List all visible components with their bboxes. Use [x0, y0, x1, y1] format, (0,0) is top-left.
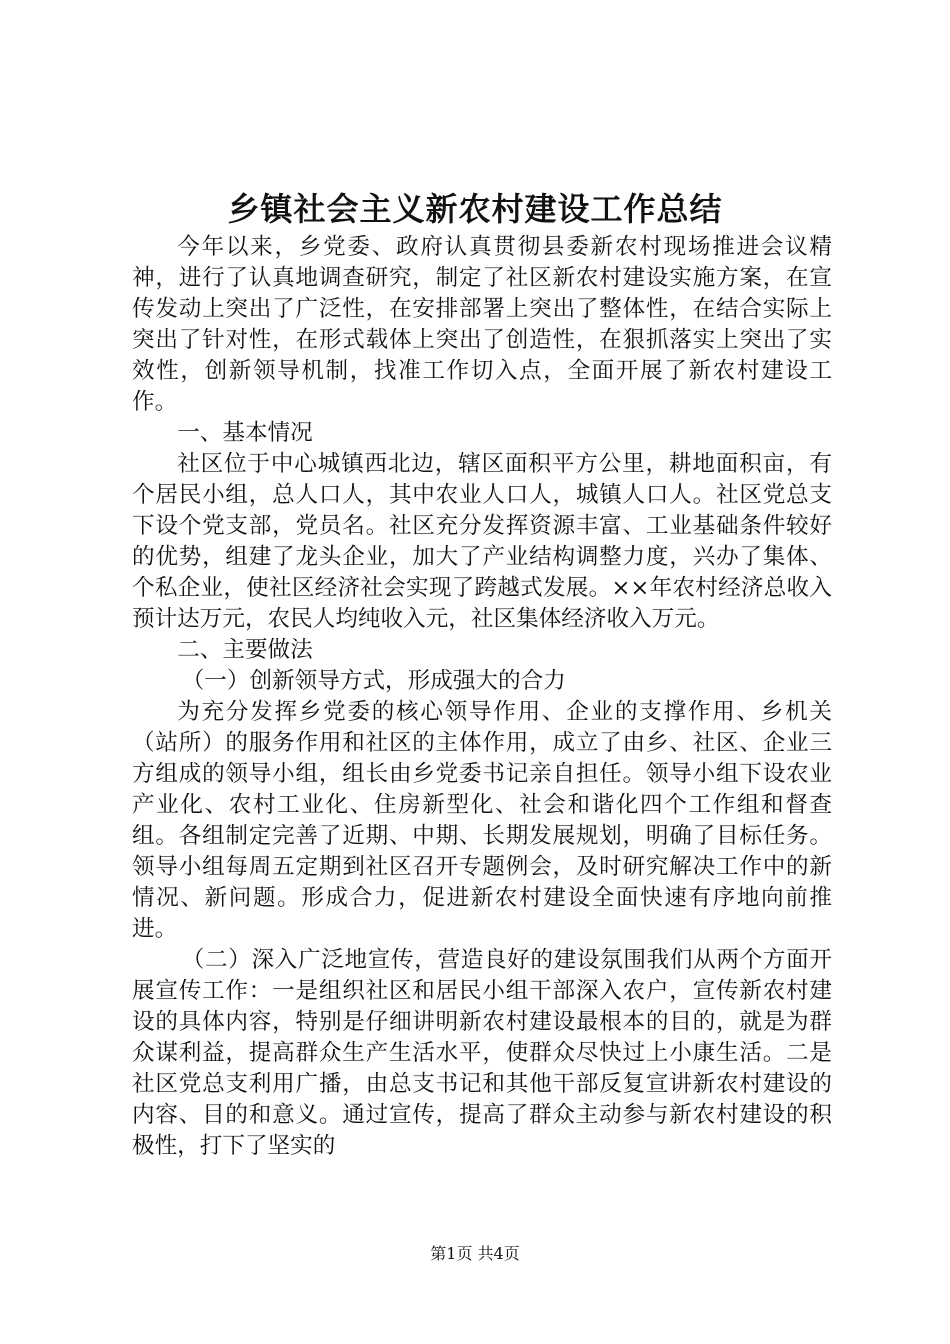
leadership-paragraph: 为充分发挥乡党委的核心领导作用、企业的支撑作用、乡机关（站所）的服务作用和社区的主体作用，成立了由乡、社区、企业三方组成的领导小组，组长由乡党委书记亲自担任。领导小组下设农业产业化、农村工业化、住房新型化、社会和谐化四个工作组和督查组。各组制定完善了近期、中期、长期发展规划，明确了目标任务。领导小组每周五定期到社区召开专题例会，及时研究解决工作中的新情况、新问题。形成合力，促进新农村建设全面快速有序地向前推进。	[132, 699, 832, 942]
intro-paragraph: 今年以来，乡党委、政府认真贯彻县委新农村现场推进会议精神，进行了认真地调查研究，制定了社区新农村建设实施方案，在宣传发动上突出了广泛性，在安排部署上突出了整体性，在结合实际上突出了针对性，在形式载体上突出了创造性，在狠抓落实上突出了实效性，创新领导机制，找准工作切入点，全面开展了新农村建设工作。	[132, 234, 832, 415]
subsection-heading-leadership: （一）创新领导方式，形成强大的合力	[181, 668, 566, 694]
section-heading-main-practices: 二、主要做法	[177, 637, 313, 663]
section-heading-basic-situation: 一、基本情况	[177, 420, 313, 446]
page-footer: 第1页 共4页	[430, 1244, 520, 1263]
basic-situation-paragraph: 社区位于中心城镇西北边，辖区面积平方公里，耕地面积亩，有个居民小组，总人口人，其中农业人口人，城镇人口人。社区党总支下设个党支部，党员名。社区充分发挥资源丰富、工业基础条件较好的优势，组建了龙头企业，加大了产业结构调整力度，兴办了集体、个私企业，使社区经济社会实现了跨越式发展。××年农村经济总收入预计达万元，农民人均纯收入元，社区集体经济收入万元。	[132, 451, 832, 632]
document-title: 乡镇社会主义新农村建设工作总结	[227, 190, 723, 228]
publicity-paragraph: （二）深入广泛地宣传，营造良好的建设氛围我们从两个方面开展宣传工作：一是组织社区和居民小组干部深入农户，宣传新农村建设的具体内容，特别是仔细讲明新农村建设最根本的目的，就是为群众谋利益，提高群众生产生活水平，使群众尽快过上小康生活。二是社区党总支利用广播，由总支书记和其他干部反复宣讲新农村建设的内容、目的和意义。通过宣传，提高了群众主动参与新农村建设的积极性，打下了坚实的	[132, 947, 832, 1159]
document-body	[132, 232, 832, 1162]
